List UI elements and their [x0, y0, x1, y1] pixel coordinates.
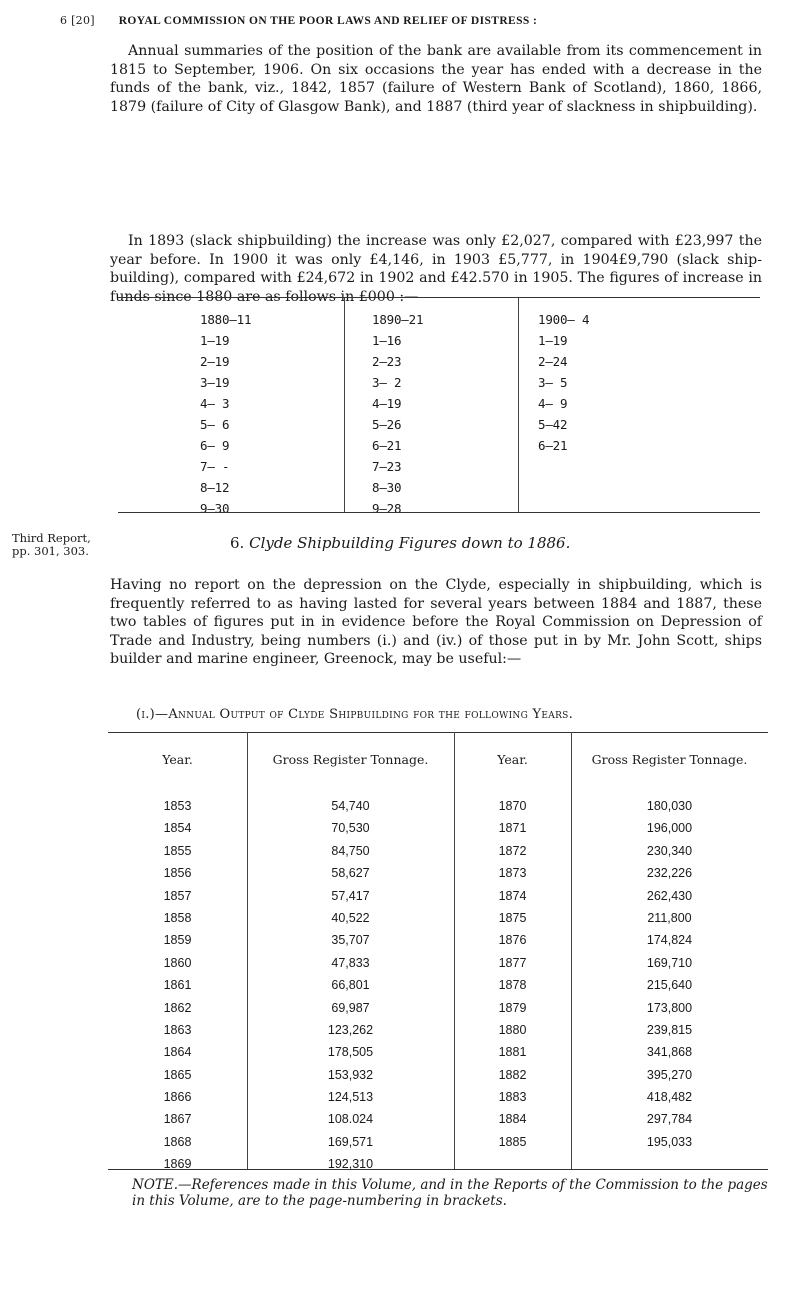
- table-rule-top: [108, 732, 768, 733]
- funds-cell: 4— 9: [538, 396, 568, 411]
- tonnage-cell: 297,784: [646, 1112, 693, 1127]
- funds-column-1880s: [200, 309, 360, 519]
- paragraph-bank-summaries: Annual summaries of the position of the bank are available from its commencement in 1815 to September, 1906. On six occasions the year has ended with a decrease in the funds of the bank, viz., 1842, 1857 (failure of Western Bank of Scotland), 1860, 1866, 1879 (failure of City of Glasgow Bank), and 1887 (third year of slackness in shipbuilding).: [110, 43, 762, 115]
- year-cell: 1875: [498, 910, 527, 925]
- year-cell: 1885: [498, 1134, 527, 1149]
- funds-cell: 3— 2: [372, 375, 402, 390]
- year-cell: 1884: [498, 1112, 527, 1127]
- tonnage-cell: 54,740: [331, 799, 370, 813]
- table-caption: (i.)—Annual Output of Clyde Shipbuilding for the following Years.: [136, 707, 574, 722]
- tonnage-cell: 169,710: [646, 955, 693, 970]
- year-cell: 1881: [498, 1045, 527, 1060]
- tonnage-cell: 262,430: [646, 888, 693, 903]
- header-tonnage-right: Gross Register Tonnage.: [591, 752, 748, 767]
- year-cell: 1879: [498, 1000, 527, 1015]
- tonnage-cell: 239,815: [646, 1022, 693, 1037]
- funds-cell: 2—24: [538, 354, 568, 369]
- tonnage-cell: 84,750: [331, 843, 370, 858]
- funds-cell: 1—19: [538, 333, 568, 348]
- year-cell: 1883: [498, 1090, 527, 1105]
- tonnage-cell: 180,030: [646, 799, 693, 813]
- funds-cell: 6—21: [538, 438, 568, 453]
- table-rule-bottom: [118, 512, 760, 513]
- funds-cell: 8—30: [372, 480, 402, 495]
- paragraph-increase-figures: In 1893 (slack shipbuilding) the increase was only £2,027, compared with £23,997 the year before. In 1900 it was only £4,146, in 1903 £5,777, in 1904£9,790 (slack ship-building), compared with £24,672 in 1902 and £42.570 in 1905. The figures of increase in funds since 1880 are as follows in £000 :—: [110, 233, 762, 305]
- year-cell: 1873: [498, 866, 527, 881]
- tonnage-cell: 169,571: [327, 1134, 374, 1149]
- year-cell: 1860: [163, 955, 192, 970]
- year-cell: 1867: [163, 1112, 192, 1127]
- year-cell: 1874: [498, 888, 527, 903]
- funds-cell: 5—42: [538, 417, 568, 432]
- year-cell: 1859: [163, 933, 192, 948]
- tonnage-cell: 124,513: [327, 1090, 374, 1105]
- tonnage-cell: 173,800: [646, 1000, 693, 1015]
- header-year-right: Year.: [497, 752, 528, 767]
- tonnage-cell: 57,417: [331, 888, 370, 903]
- tonnage-cell: 395,270: [646, 1067, 693, 1082]
- column-years-right: [454, 795, 571, 1153]
- funds-column-1890s: [372, 309, 532, 519]
- margin-reference-note: Third Report, pp. 301, 303.: [12, 531, 91, 558]
- funds-cell: 1—19: [200, 333, 230, 348]
- tonnage-cell: 341,868: [646, 1045, 693, 1060]
- tonnage-cell: 178,505: [327, 1045, 374, 1060]
- funds-cell: 3— 5: [538, 375, 568, 390]
- funds-cell: 6—21: [372, 438, 402, 453]
- year-cell: 1864: [163, 1045, 192, 1060]
- year-cell: 1880: [498, 1022, 527, 1037]
- header-year-left: Year.: [162, 752, 193, 767]
- funds-cell: 2—23: [372, 354, 402, 369]
- year-cell: 1869: [163, 1157, 192, 1172]
- tonnage-cell: 40,522: [331, 910, 370, 925]
- funds-cell: 9—30: [200, 501, 230, 516]
- year-cell: 1861: [163, 978, 192, 993]
- year-cell: 1865: [163, 1067, 192, 1082]
- tonnage-cell: 232,226: [646, 866, 693, 881]
- funds-cell: 9—28: [372, 501, 402, 516]
- column-tonnage-right: [571, 795, 768, 1153]
- tonnage-cell: 35,707: [331, 933, 370, 948]
- year-cell: 1862: [163, 1000, 192, 1015]
- year-cell: 1878: [498, 978, 527, 993]
- header-tonnage-left: Gross Register Tonnage.: [272, 752, 429, 767]
- year-cell: 1877: [498, 955, 527, 970]
- running-head: [60, 14, 750, 27]
- year-cell: 1882: [498, 1067, 527, 1082]
- tonnage-cell: 192,310: [327, 1157, 374, 1172]
- funds-cell: 8—12: [200, 480, 230, 495]
- tonnage-cell: 195,033: [646, 1134, 693, 1149]
- tonnage-cell: 66,801: [331, 978, 370, 993]
- column-tonnage-left: [247, 795, 454, 1176]
- funds-increase-table: [118, 297, 760, 516]
- section-number: 6.: [230, 534, 245, 552]
- tonnage-cell: 47,833: [331, 955, 370, 970]
- year-cell: 1858: [163, 910, 192, 925]
- tonnage-cell: 123,262: [327, 1022, 374, 1037]
- funds-cell: 2—19: [200, 354, 230, 369]
- funds-cell: 4— 3: [200, 396, 230, 411]
- tonnage-cell: 174,824: [646, 933, 693, 948]
- column-years-left: [108, 795, 247, 1176]
- footnote: NOTE.—References made in this Volume, and in the Reports of the Commission to the pages in this Volume, are to the page-numbering in brackets.: [132, 1177, 768, 1209]
- tonnage-cell: 153,932: [327, 1067, 374, 1082]
- funds-cell: 7—23: [372, 459, 402, 474]
- year-cell: 1876: [498, 933, 527, 948]
- year-cell: 1870: [498, 799, 527, 813]
- funds-cell: 1—16: [372, 333, 402, 348]
- table-rule-top: [118, 297, 760, 298]
- funds-cell: 1880—11: [200, 312, 252, 327]
- year-cell: 1856: [163, 866, 192, 881]
- tonnage-cell: 215,640: [646, 978, 693, 993]
- tonnage-cell: 70,530: [331, 821, 370, 836]
- funds-cell: 1890—21: [372, 312, 424, 327]
- year-cell: 1872: [498, 843, 527, 858]
- section-title-text: Clyde Shipbuilding Figures down to 1886.: [249, 534, 571, 552]
- year-cell: 1871: [498, 821, 527, 836]
- funds-cell: 7— -: [200, 459, 230, 474]
- funds-column-1900s: [538, 309, 698, 456]
- year-cell: 1863: [163, 1022, 192, 1037]
- tonnage-cell: 418,482: [646, 1090, 693, 1105]
- tonnage-cell: 108.024: [327, 1112, 374, 1127]
- year-cell: 1854: [163, 821, 192, 836]
- section-heading: [230, 534, 570, 552]
- tonnage-cell: 58,627: [331, 866, 370, 881]
- tonnage-cell: 230,340: [646, 843, 693, 858]
- year-cell: 1866: [163, 1090, 192, 1105]
- year-cell: 1853: [163, 799, 192, 813]
- year-cell: 1857: [163, 888, 192, 903]
- shipbuilding-output-table: [108, 732, 768, 1170]
- tonnage-cell: 196,000: [646, 821, 693, 836]
- funds-cell: 5— 6: [200, 417, 230, 432]
- funds-cell: 3—19: [200, 375, 230, 390]
- tonnage-cell: 211,800: [647, 910, 692, 925]
- page-number: 6 [20]: [60, 14, 95, 27]
- year-cell: 1855: [163, 843, 192, 858]
- funds-cell: 5—26: [372, 417, 402, 432]
- funds-cell: 6— 9: [200, 438, 230, 453]
- funds-cell: 4—19: [372, 396, 402, 411]
- paragraph-clyde-depression: Having no report on the depression on the Clyde, especially in shipbuilding, which is frequently referred to as having lasted for several years between 1884 and 1887, these two tables of figures put in in evidence before the Royal Commission on Depression of Trade and Industry, being numbers (i.) and (iv.) of those put in by Mr. John Scott, ships builder and marine engineer, Greenock, may be useful:—: [110, 577, 762, 667]
- table-rule-bottom: [108, 1169, 768, 1170]
- tonnage-cell: 69,987: [331, 1000, 370, 1015]
- year-cell: 1868: [163, 1134, 192, 1149]
- funds-cell: 1900— 4: [538, 312, 590, 327]
- running-title: ROYAL COMMISSION ON THE POOR LAWS AND RELIEF OF DISTRESS :: [118, 15, 538, 27]
